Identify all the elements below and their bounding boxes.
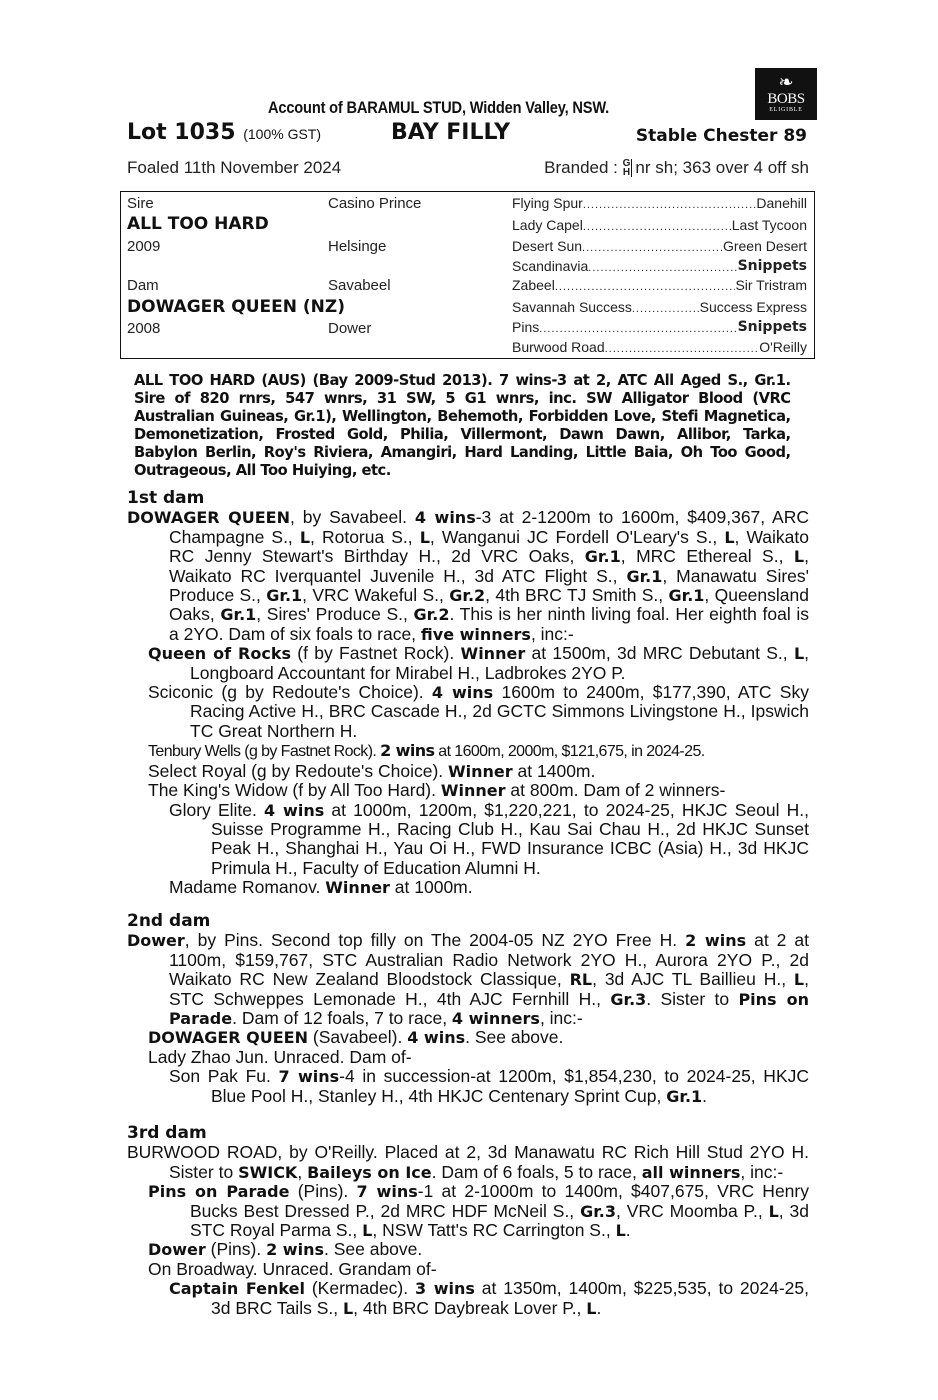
gst-note: (100% GST) [243,126,322,142]
lot-row [127,120,809,150]
gen3-right: Danehill [756,195,807,211]
progeny-entry: On Broadway. Unraced. Grandam of- [148,1258,437,1279]
progeny-entry: DOWAGER QUEEN (Savabeel). 4 wins. See above. [148,1027,564,1048]
dam-label: Dam [127,277,159,294]
dam-sire: Savabeel [328,277,391,294]
vendor-account: Account of BARAMUL STUD, Widden Valley, NSW. [268,98,610,117]
dam-year: 2008 [127,320,161,337]
sire-summary: ALL TOO HARD (AUS) (Bay 2009-Stud 2013). 7 wins-3 at 2, ATC All Aged S., Gr.1. Sire of 820 rnrs, 547 wnrs, 31 SW, 5 G1 wnrs, inc. SW Alligator Blood (VRC Australian Guineas, Gr.1), Wellington, Behemoth, Forbidden Love, Stefi Magnetica, Demonetization, Frosted Gold, Philia, Villermont, Dawn Dawn, Allibor, Tarka, Babylon Berlin, Roy's Riviera, Amangiri, Hard Landing, Little Baia, Oh Too Good, Outrageous, All Too Huiying, etc. [134,371,791,479]
progeny-entry: Captain Fenkel (Kermadec). 3 wins at 1350m, 1400m, $225,535, to 2024-25, 3d BRC Tails S., L, 4th BRC Daybreak Lover P., L. [169,1278,810,1318]
brand-mark [623,159,633,177]
gen3-left: Scandinavia [512,258,589,274]
gen3-right: Last Tycoon [731,217,807,233]
sire-year: 2009 [127,238,161,255]
foaled-date: Foaled 11th November 2024 [127,158,342,177]
logo-title: BOBS [767,91,805,107]
gen3-left: Flying Spur [512,195,583,211]
dam-dam: Dower [328,320,372,337]
section-heading: 3rd dam [127,1123,207,1143]
progeny-entry: Tenbury Wells (g by Fastnet Rock). 2 wins at 1600m, 2000m, $121,675, in 2024-25. [148,741,705,761]
gen3-left: Burwood Road [512,339,605,355]
progeny-entry: Madame Romanov. Winner at 1000m. [169,877,473,898]
progeny-entry: Son Pak Fu. 7 wins-4 in succession-at 1200m, $1,854,230, to 2024-25, HKJC Blue Pool H., Stanley H., 4th HKJC Centenary Sprint Cup, Gr.1. [169,1066,810,1106]
progeny-entry: Dower (Pins). 2 wins. See above. [148,1239,423,1260]
sire-label: Sire [127,195,154,212]
gen3-right: O'Reilly [759,339,807,355]
branded-info [544,158,809,178]
gen3-left: Lady Capel [512,217,583,233]
horse-sex-colour: BAY FILLY [391,120,511,145]
gen3-left: Zabeel [512,277,555,293]
gen3-right: Snippets [737,258,807,274]
gen3-left: Desert Sun [512,238,583,254]
gen3-row [512,319,807,335]
gen3-left: Savannah Success [512,299,632,315]
stable-location: Stable Chester 89 [635,126,807,146]
gen3-right: Snippets [737,319,807,335]
gen3-row [512,238,807,254]
gen3-row [512,339,807,355]
gen3-right: Green Desert [722,238,807,254]
branded-label: Branded : [544,158,618,177]
entries [127,931,809,1106]
sire-sire: Casino Prince [328,195,422,212]
first-dam-section [127,489,809,898]
third-dam-section [127,1124,809,1318]
gen3-row [512,217,807,233]
lot-label: Lot 1035 [127,120,236,145]
progeny-entry: Queen of Rocks (f by Fastnet Rock). Winner at 1500m, 3d MRC Debutant S., L, Longboard Accountant for Mirabel H., Ladbrokes 2YO P. [148,643,810,683]
progeny-entry: Glory Elite. 4 wins at 1000m, 1200m, $1,220,221, to 2024-25, HKJC Seoul H., Suisse Programme H., Racing Club H., Kau Sai Chau H., 2d HKJC Sunset Peak H., Shanghai H., Yau Oi H., FWD Insurance ICBC (Asia) H., 3d HKJC Primula H., Faculty of Education Alumni H. [169,799,809,878]
bobs-eligible-logo [755,68,817,120]
gen3-row [512,277,807,293]
brand-top: G [622,158,631,169]
gen3-right: Sir Tristram [735,277,807,293]
gen3-left: Pins [512,319,540,335]
progeny-entry: Sciconic (g by Redoute's Choice). 4 wins 1600m to 2400m, $177,390, ATC Sky Racing Active H., BRC Cascade H., 2d GCTC Simmons Livingstone H., Ipswich TC Great Northern H. [148,682,809,741]
progeny-entry: The King's Widow (f by All Too Hard). Winner at 800m. Dam of 2 winners- [148,780,726,801]
entries [127,1143,809,1318]
logo-subtitle: ELIGIBLE [769,107,803,113]
lot-number [127,120,321,145]
progeny-entry: Pins on Parade (Pins). 7 wins-1 at 2-1000m to 1400m, $407,675, VRC Henry Bucks Best Dressed P., 2d MRC HDF McNeil S., Gr.3, VRC Moomba P., L, 3d STC Royal Parma S., L, NSW Tatt's RC Carrington S., L. [148,1181,809,1241]
pedigree-table [120,191,815,359]
section-heading: 1st dam [127,488,205,508]
gen3-row [512,195,807,211]
progeny-entry: DOWAGER QUEEN, by Savabeel. 4 wins-3 at 2-1200m to 1600m, $409,367, ARC Champagne S., L, Rotorua S., L, Wanganui JC Fordell O'Leary's S., L, Waikato RC Jenny Stewart's Birthday H., 2d VRC Oaks, Gr.1, MRC Ethereal S., L, Waikato RC Iverquantel Juvenile H., 3d ATC Flight S., Gr.1, Manawatu Sires' Produce S., Gr.1, VRC Wakeful S., Gr.2, 4th BRC TJ Smith S., Gr.1, Queensland Oaks, Gr.1, Sires' Produce S., Gr.2. This is her ninth living foal. Her eighth foal is a 2YO. Dam of six foals to race, five winners, inc:- [127,507,810,644]
horse-icon: ❧ [778,72,794,92]
gen3-right: Success Express [699,299,807,315]
progeny-entry: Select Royal (g by Redoute's Choice). Winner at 1400m. [148,760,596,781]
progeny-entry: Dower, by Pins. Second top filly on The 2004-05 NZ 2YO Free H. 2 wins at 2 at 1100m, $159,767, STC Australian Radio Network 2YO H., Aurora 2YO P., 2d Waikato RC New Zealand Bloodstock Classique, RL, 3d AJC TL Baillieu H., L, STC Schweppes Lemonade H., 4th AJC Fernhill H., Gr.3. Sister to Pins on Parade. Dam of 12 foals, 7 to race, 4 winners, inc:- [127,930,809,1029]
branded-detail: nr sh; 363 over 4 off sh [635,158,809,177]
sire-dam: Helsinge [328,238,387,255]
gen3-row [512,258,807,274]
sire-name: ALL TOO HARD [127,214,269,234]
second-dam-section [127,912,809,1106]
entries [127,508,809,897]
gen3-row [512,299,807,315]
section-heading: 2nd dam [127,911,211,931]
brand-bottom: H [622,167,631,178]
progeny-entry: Lady Zhao Jun. Unraced. Dam of- [148,1046,412,1067]
progeny-entry: BURWOOD ROAD, by O'Reilly. Placed at 2, 3d Manawatu RC Rich Hill Stud 2YO H. Sister to SWICK, Baileys on Ice. Dam of 6 foals, 5 to race, all winners, inc:- [127,1142,809,1182]
dam-name: DOWAGER QUEEN (NZ) [127,297,346,317]
